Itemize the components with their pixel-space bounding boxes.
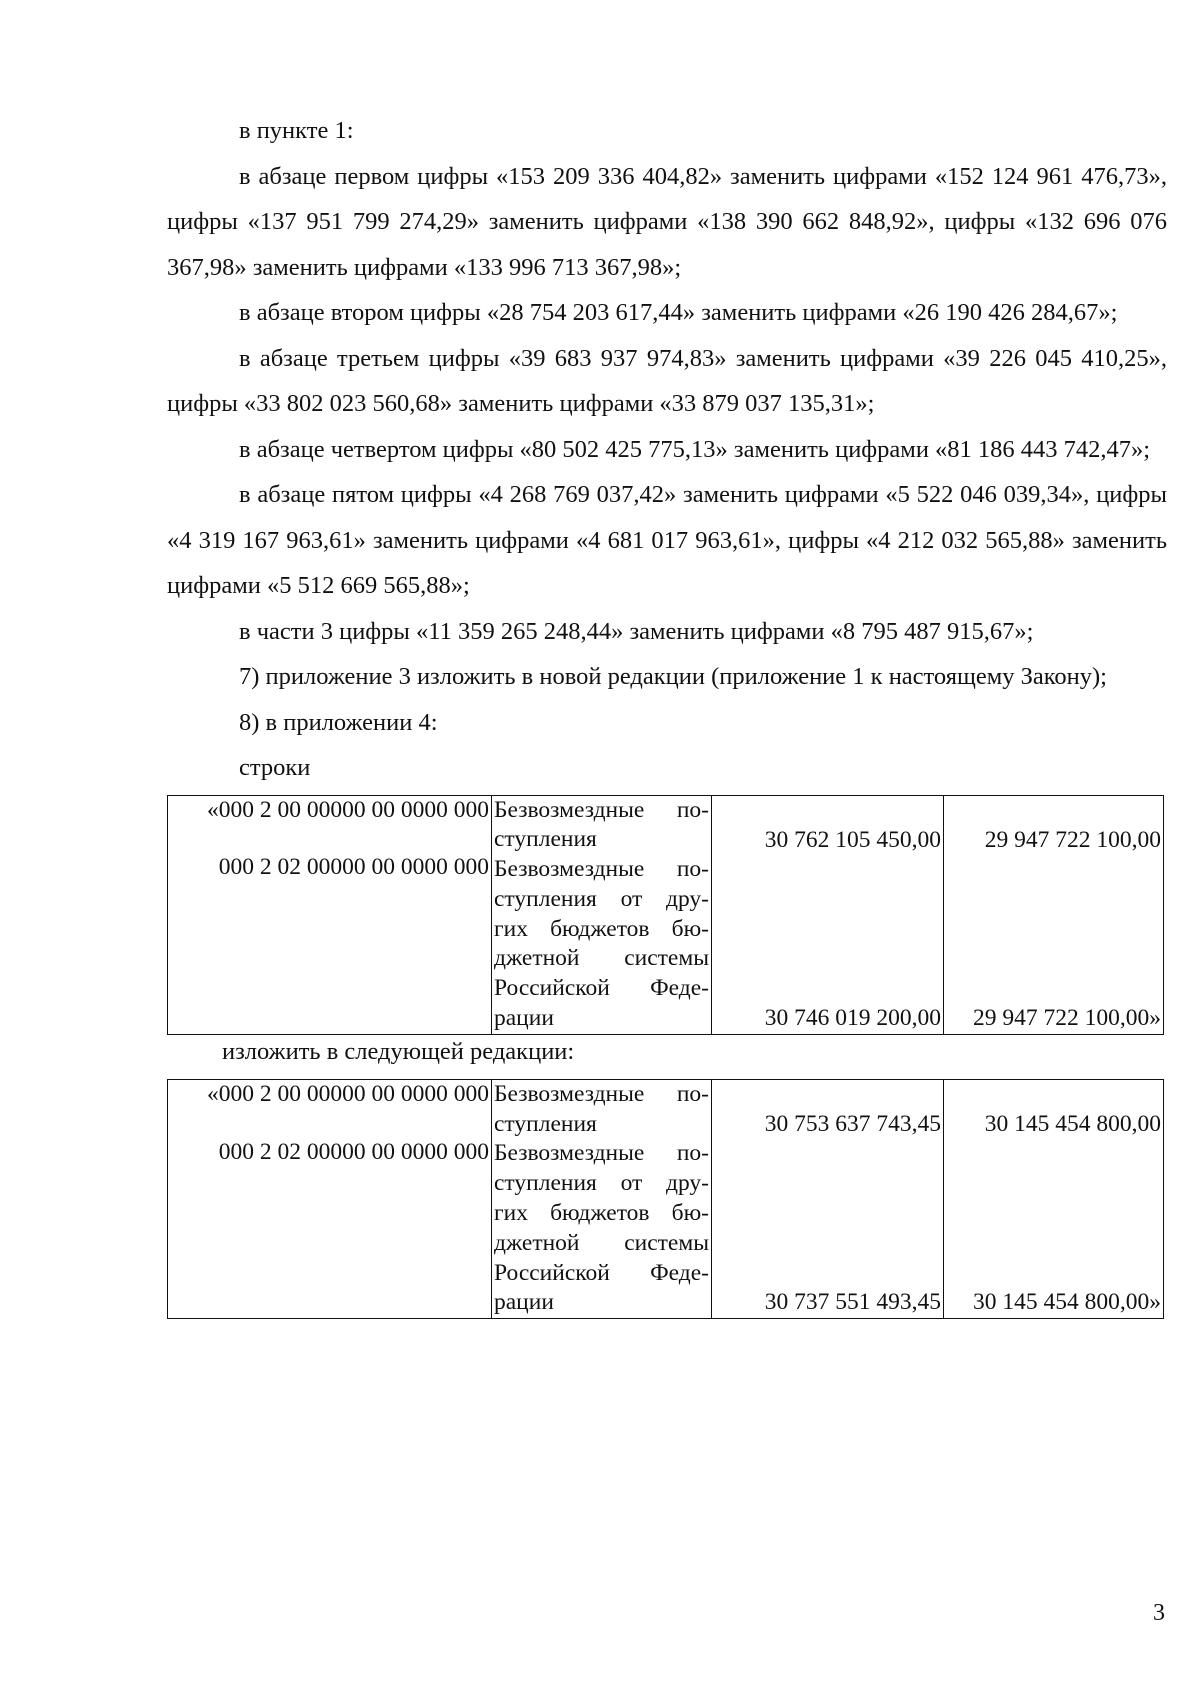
table-row bbox=[168, 1079, 1164, 1318]
table-old-rows bbox=[167, 795, 1164, 1035]
name-line: гих бюджетов бю- bbox=[494, 915, 709, 942]
value-row-1: 30 753 637 743,45 bbox=[764, 1110, 941, 1137]
paragraph-second-abzac: в абзаце втором цифры «28 754 203 617,44» заменить цифрами «26 190 426 284,67»; bbox=[239, 299, 1118, 326]
paragraph-part-3: в части 3 цифры «11 359 265 248,44» заменить цифрами «8 795 487 915,67»; bbox=[239, 617, 1034, 645]
name-line: Безвозмездные по- bbox=[494, 1140, 709, 1167]
value-cell-2019 bbox=[712, 795, 944, 1034]
value-row-1: 29 947 722 100,00 bbox=[984, 826, 1161, 853]
name-line: джетной системы bbox=[494, 1229, 709, 1256]
paragraph-item-8: 8) в приложении 4: bbox=[239, 708, 438, 736]
paragraph-first-abzac: в абзаце первом цифры «153 209 336 404,82» заменить цифрами «152 124 961 476,73», цифры «137 951 799 274,29» заменить цифрами «138 390 662 848,92», цифры «132 696 076 367,98» заменить цифрами «133 996 713 367,98»; bbox=[167, 162, 1167, 281]
paragraph-fifth-abzac: в абзаце пятом цифры «4 268 769 037,42» заменить цифрами «5 522 046 039,34», цифры «4 319 167 963,61» заменить цифрами «4 681 017 963,61», цифры «4 212 032 565,88» заменить цифрами «5 512 669 565,88»; bbox=[167, 481, 1167, 599]
name-line: ступления bbox=[494, 1110, 597, 1137]
name-line: ступления от дру- bbox=[494, 885, 709, 912]
value-row-2: 30 746 019 200,00 bbox=[764, 1005, 941, 1032]
value-row-1: 30 762 105 450,00 bbox=[764, 826, 941, 853]
paragraph-rows-label: строки bbox=[239, 754, 311, 781]
paragraph-third-abzac: в абзаце третьем цифры «39 683 937 974,83» заменить цифрами «39 226 045 410,25», цифры «33 802 023 560,68» заменить цифрами «33 879 037 135,31»; bbox=[167, 344, 1167, 417]
name-line: ступления bbox=[494, 826, 597, 853]
name-cell bbox=[492, 795, 712, 1034]
code-row-1: «000 2 00 00000 00 0000 000 bbox=[207, 796, 489, 823]
code-row-1: «000 2 00 00000 00 0000 000 bbox=[207, 1080, 489, 1107]
table-row bbox=[168, 795, 1164, 1034]
document-page bbox=[167, 108, 1167, 1319]
name-line: Российской Феде- bbox=[494, 975, 709, 1002]
table-new-rows bbox=[167, 1079, 1164, 1319]
paragraph-replace-label: изложить в следующей редакции: bbox=[222, 1037, 575, 1065]
name-line: Безвозмездные по- bbox=[494, 796, 709, 823]
code-cell bbox=[168, 795, 492, 1034]
paragraph-fourth-abzac: в абзаце четвертом цифры «80 502 425 775,13» заменить цифрами «81 186 443 742,47»; bbox=[239, 435, 1151, 463]
code-cell bbox=[168, 1079, 492, 1318]
value-cell-2020 bbox=[944, 1079, 1164, 1318]
name-line: гих бюджетов бю- bbox=[494, 1200, 709, 1227]
value-row-2: 29 947 722 100,00» bbox=[973, 1005, 1161, 1032]
name-cell bbox=[492, 1079, 712, 1318]
value-row-1: 30 145 454 800,00 bbox=[984, 1110, 1161, 1137]
value-row-2: 30 737 551 493,45 bbox=[764, 1289, 941, 1316]
paragraph-item-7: 7) приложение 3 изложить в новой редакции (приложение 1 к настоящему Закону); bbox=[239, 663, 1107, 690]
value-cell-2020 bbox=[944, 795, 1164, 1034]
code-row-2: 000 2 02 00000 00 0000 000 bbox=[218, 1138, 489, 1165]
name-line: ступления от дру- bbox=[494, 1170, 709, 1197]
value-cell-2019 bbox=[712, 1079, 944, 1318]
name-line: рации bbox=[494, 1289, 554, 1316]
name-line: рации bbox=[494, 1005, 554, 1032]
name-line: Безвозмездные по- bbox=[494, 856, 709, 883]
value-row-2: 30 145 454 800,00» bbox=[973, 1289, 1161, 1316]
name-line: Безвозмездные по- bbox=[494, 1080, 709, 1107]
name-line: Российской Феде- bbox=[494, 1259, 709, 1286]
paragraph-point-1: в пункте 1: bbox=[239, 117, 354, 144]
code-row-2: 000 2 02 00000 00 0000 000 bbox=[218, 854, 489, 881]
name-line: джетной системы bbox=[494, 945, 709, 972]
page-number: 3 bbox=[1153, 1600, 1165, 1626]
